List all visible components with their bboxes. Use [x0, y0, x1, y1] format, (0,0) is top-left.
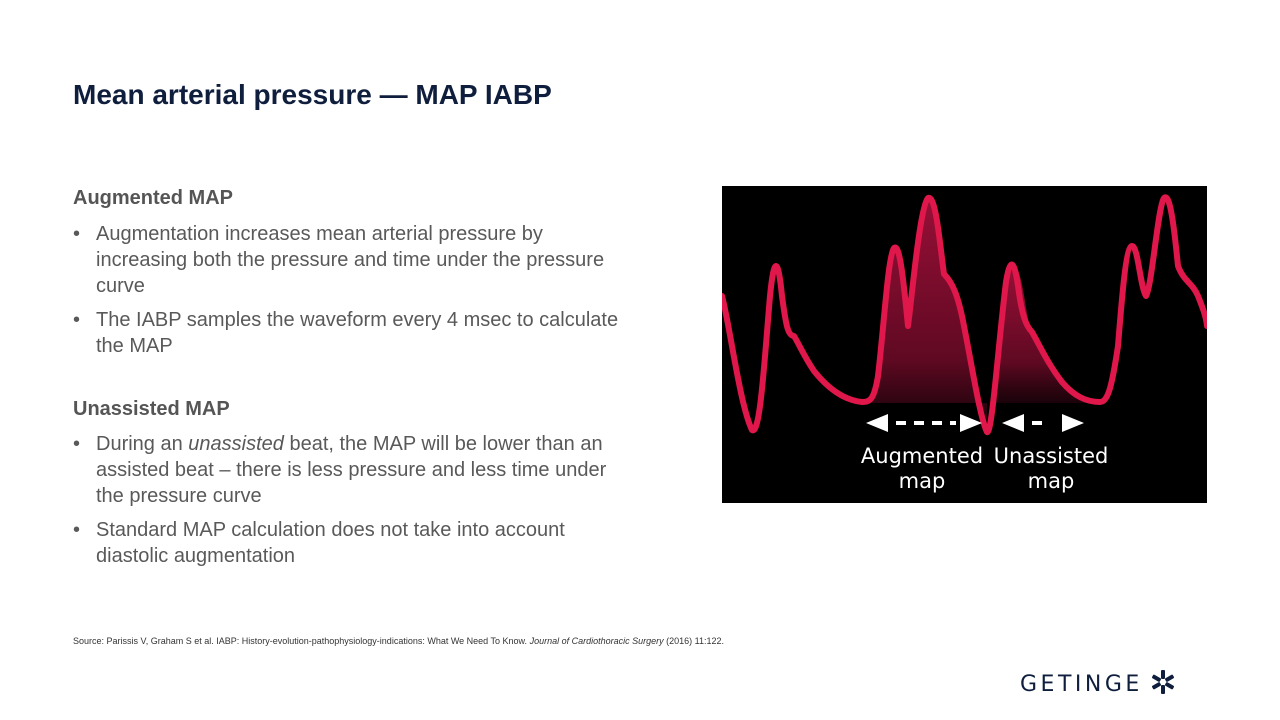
- section-heading-unassisted: Unassisted MAP: [73, 398, 230, 420]
- bullet-text: Augmentation increases mean arterial pressure by increasing both the pressure and time under the pressure curve: [96, 223, 605, 297]
- iabp-waveform-figure: [722, 186, 1207, 503]
- source-journal: Journal of Cardiothoracic Surgery: [529, 636, 664, 646]
- source-text-end: (2016) 11:122.: [663, 636, 725, 646]
- bullet-dot: •: [73, 223, 81, 245]
- bullet-dot: •: [73, 433, 81, 455]
- list-item: [73, 517, 633, 569]
- label-unassisted-line2: map: [1027, 469, 1075, 493]
- waveform-svg: [722, 186, 1207, 503]
- list-item: [73, 307, 633, 359]
- label-unassisted-line1: Unassisted: [993, 444, 1109, 468]
- source-text: Source: Parissis V, Graham S et al. IABP: History-evolution-pathophysiology-indications: What We Need To Know.: [73, 636, 530, 646]
- augmented-area-fill: [872, 198, 987, 430]
- augmented-arrow: [866, 414, 982, 432]
- bullet-text-pre: During an: [96, 433, 189, 455]
- bullet-dot: •: [73, 519, 81, 541]
- label-augmented-line1: Augmented: [860, 444, 984, 468]
- bullet-text-post: beat, the MAP will be lower than an assisted beat – there is less pressure and less time under the pressure curve: [96, 433, 607, 507]
- list-item: [73, 431, 633, 509]
- page-title: Mean arterial pressure — MAP IABP: [73, 79, 552, 110]
- getinge-logo: [1020, 668, 1177, 700]
- unassisted-arrow: [1002, 414, 1084, 432]
- getinge-star-icon: [1149, 668, 1177, 701]
- label-augmented-line2: map: [898, 469, 946, 493]
- logo-wordmark: GETINGE: [1020, 671, 1143, 697]
- bullet-dot: •: [73, 309, 81, 331]
- augmented-bullet-list: [73, 221, 633, 367]
- bullet-text: Standard MAP calculation does not take into account diastolic augmentation: [96, 519, 565, 567]
- bullet-text-emphasis: unassisted: [188, 433, 284, 455]
- bullet-text: [96, 433, 606, 507]
- section-heading-augmented: Augmented MAP: [73, 187, 233, 209]
- bullet-text: The IABP samples the waveform every 4 msec to calculate the MAP: [96, 309, 619, 357]
- list-item: [73, 221, 633, 299]
- unassisted-bullet-list: [73, 431, 633, 577]
- source-citation: [73, 636, 724, 646]
